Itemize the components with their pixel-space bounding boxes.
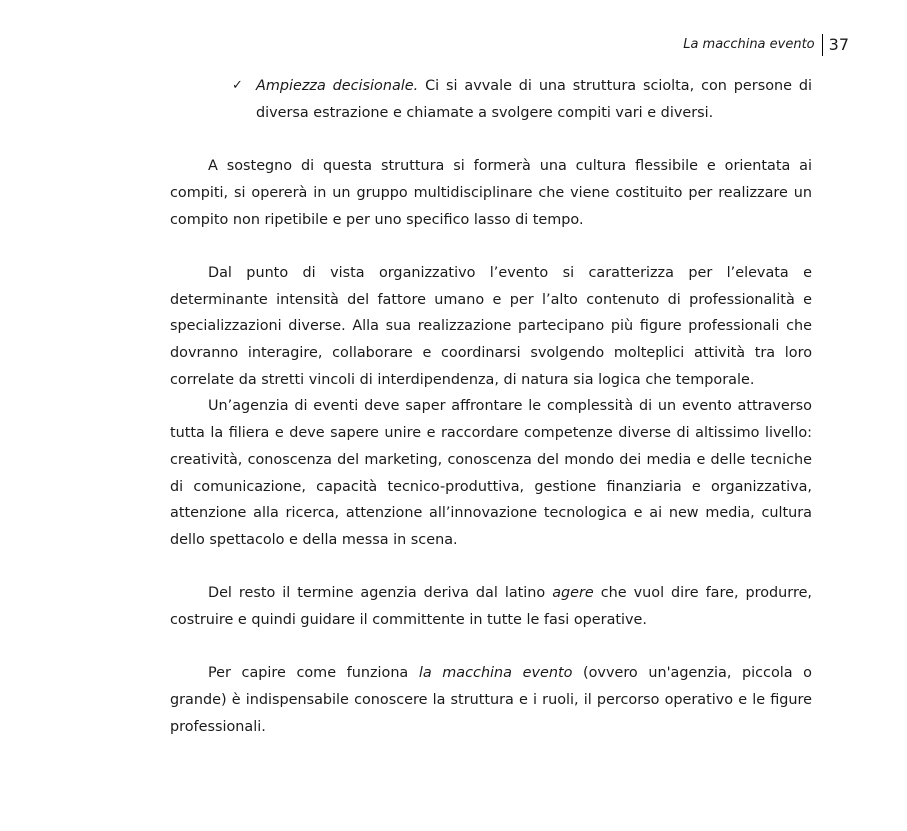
bullet-item (170, 73, 812, 126)
paragraph-gap (170, 634, 812, 661)
paragraph-5-end: (ovvero un'agenzia, piccola o grande) è indispensabile conoscere la struttura e i ruoli, il percorso operativo e le figure professionali. (170, 665, 812, 735)
checkmark-icon: ✓ (232, 78, 243, 93)
paragraph-gap (170, 126, 812, 153)
page-body (170, 73, 812, 741)
page-number: 37 (828, 35, 849, 54)
running-title: La macchina evento (683, 37, 815, 52)
bullet-text: Ci si avvale di una struttura sciolta, con persone di diversa estrazione e chiamate a svolgere compiti vari e diversi. (256, 78, 812, 121)
bullet-label: Ampiezza decisionale. (256, 78, 419, 94)
paragraph-5-italic: la macchina evento (418, 665, 573, 682)
paragraph-gap (170, 233, 812, 260)
paragraph-5 (170, 660, 812, 740)
paragraph-3: Un’agenzia di eventi deve saper affrontare le complessità di un evento attraverso tutta la filiera e deve sapere unire e raccordare competenze diverse di altissimo livello: creatività, conoscenza del marketing, conoscenza del mondo dei media e delle tecniche di comunicazione, capacità tecnico-produttiva, gestione finanziaria e organizzativa, attenzione alla ricerca, attenzione all’innovazione tecnologica e ai new media, cultura dello spettacolo e della messa in scena. (170, 398, 812, 548)
paragraph-4-start: Del resto il termine agenzia deriva dal latino (208, 585, 553, 602)
paragraph-4 (170, 580, 812, 633)
paragraph-gap (170, 554, 812, 581)
page-header (683, 34, 849, 56)
paragraph-1: A sostegno di questa struttura si formerà una cultura flessibile e orientata ai compiti, si opererà in un gruppo multidisciplinare che viene costituito per realizzare un compito non ripetibile e per uno specifico lasso di tempo. (170, 158, 812, 228)
paragraph-4-italic: agere (552, 585, 594, 602)
paragraph-4-end: che vuol dire fare, produrre, costruire e quindi guidare il committente in tutte le fasi operative. (170, 585, 812, 629)
paragraph-5-start: Per capire come funziona (208, 665, 419, 682)
paragraph-2: Dal punto di vista organizzativo l’evento si caratterizza per l’elevata e determinante intensità del fattore umano e per l’alto contenuto di professionalità e specializzazioni diverse. Alla sua realizzazione partecipano più figure professionali che dovranno interagire, collaborare e coordinarsi svolgendo molteplici attività tra loro correlate da stretti vincoli di interdipendenza, di natura sia logica che temporale. (170, 264, 812, 388)
